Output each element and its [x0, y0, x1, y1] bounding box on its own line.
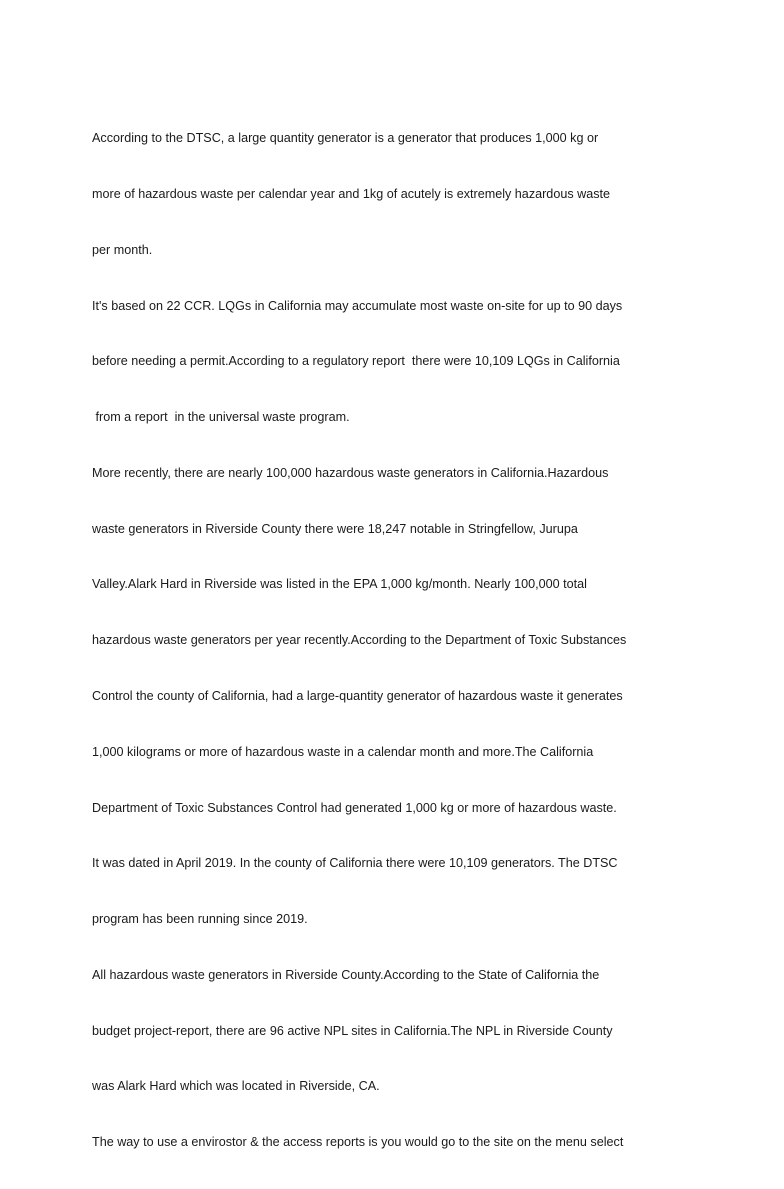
text-line: per month. [92, 242, 153, 257]
text-line: from a report in the universal waste program. [92, 410, 350, 425]
text-line: budget project-report, there are 96 active NPL sites in California.The NPL in Riverside County [92, 1023, 613, 1038]
text-line: More recently, there are nearly 100,000 hazardous waste generators in California.Hazardous [92, 465, 609, 480]
text-line: Department of Toxic Substances Control had generated 1,000 kg or more of hazardous waste. [92, 800, 617, 815]
text-line: The way to use a envirostor & the access reports is you would go to the site on the menu select [92, 1135, 624, 1150]
text-line: hazardous waste generators per year recently.According to the Department of Toxic Substances [92, 633, 627, 648]
text-line: before needing a permit.According to a regulatory report there were 10,109 LQGs in California [92, 354, 620, 369]
text-line: According to the DTSC, a large quantity generator is a generator that produces 1,000 kg or [92, 131, 599, 146]
text-line: program has been running since 2019. [92, 912, 308, 927]
text-line: Valley.Alark Hard in Riverside was listed in the EPA 1,000 kg/month. Nearly 100,000 total [92, 577, 587, 592]
text-line: more of hazardous waste per calendar year and 1kg of acutely is extremely hazardous waste [92, 186, 611, 201]
text-line: 1,000 kilograms or more of hazardous waste in a calendar month and more.The California [92, 744, 594, 759]
document-body [92, 92, 772, 1189]
text-line: It was dated in April 2019. In the county of California there were 10,109 generators. The DTSC [92, 856, 618, 871]
text-line: waste generators in Riverside County there were 18,247 notable in Stringfellow, Jurupa [92, 521, 578, 536]
text-line: was Alark Hard which was located in Riverside, CA. [92, 1079, 380, 1094]
text-line: Control the county of California, had a large-quantity generator of hazardous waste it generates [92, 689, 623, 703]
text-line: All hazardous waste generators in Riverside County.According to the State of California the [92, 967, 600, 982]
text-line: It's based on 22 CCR. LQGs in California may accumulate most waste on-site for up to 90 days [92, 298, 623, 313]
